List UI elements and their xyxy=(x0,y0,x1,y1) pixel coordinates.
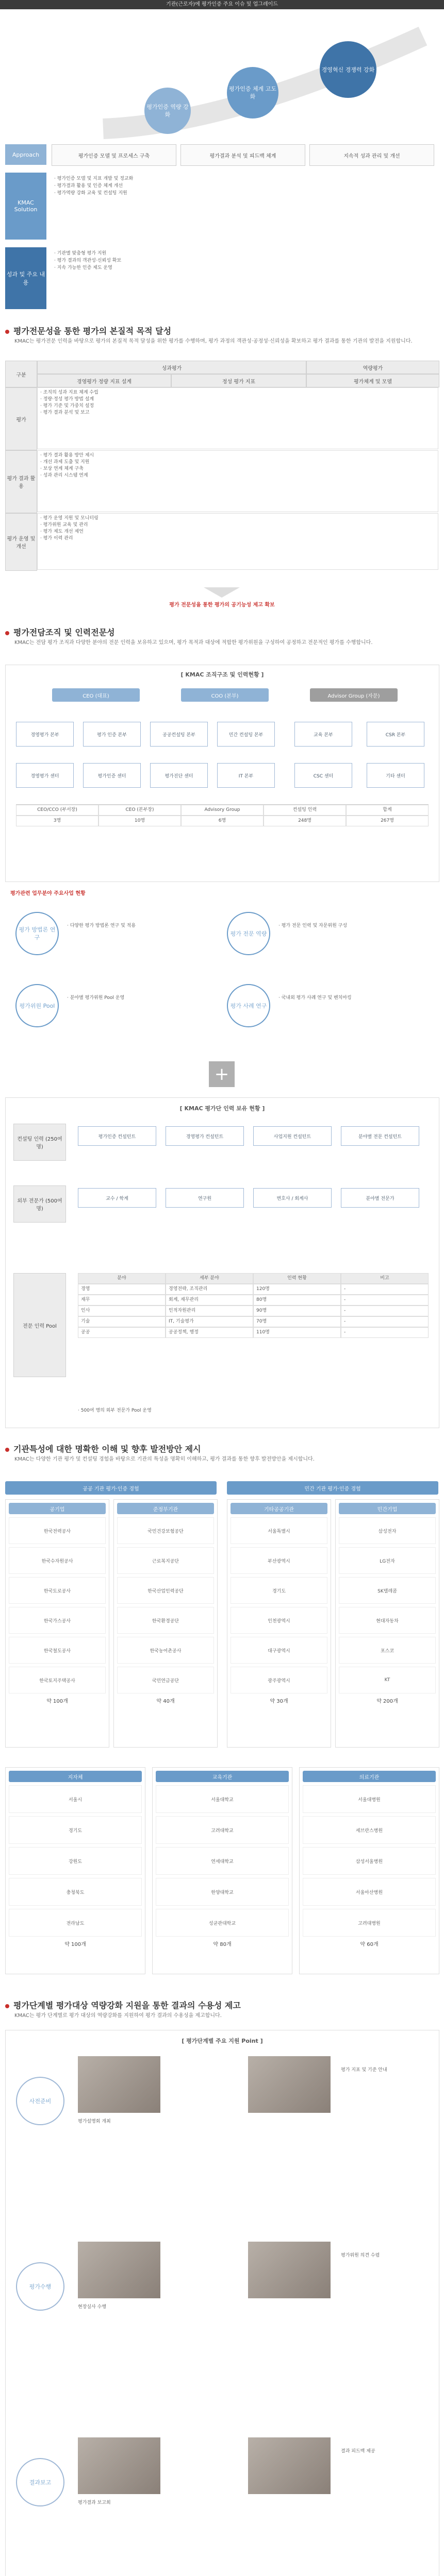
pool-cell: - xyxy=(341,1284,429,1295)
approach-item-1: 평가인증 모델 및 프로세스 구축 xyxy=(52,144,176,166)
stage-line: 결과 피드백 제공 xyxy=(341,2449,375,2454)
pool-note: · 500여 명의 외부 전문가 Pool 운영 xyxy=(78,1408,152,1413)
org-low-5: CSC 센터 xyxy=(294,763,352,788)
logo-item: 현대자동차 xyxy=(339,1607,436,1634)
stage-2-text-b xyxy=(341,2252,429,2259)
section5-title xyxy=(5,1443,201,1454)
pool-head-cell: 분야 xyxy=(78,1273,166,1284)
stat-value: 248명 xyxy=(264,816,346,826)
logo-item: 경기도 xyxy=(9,1816,142,1844)
logo-item: 한국수자원공사 xyxy=(9,1547,106,1574)
stat-label: Advisory Group xyxy=(181,805,264,816)
logo-col-3 xyxy=(227,1499,331,1748)
stat-value: 3명 xyxy=(16,816,98,826)
box1-title: 공공 기관 평가·인증 경험 xyxy=(5,1481,217,1495)
logo-item: 국민연금공단 xyxy=(117,1667,214,1693)
row2-item-3: 변호사 / 회계사 xyxy=(253,1188,332,1208)
logo-group-name: 준정부기관 xyxy=(117,1503,214,1514)
row-label-1: 평가 xyxy=(5,387,37,450)
bullet-icon xyxy=(5,1448,9,1452)
stat-value: 10명 xyxy=(98,816,181,826)
logo-item: 경기도 xyxy=(231,1577,327,1604)
logo-item: 광주광역시 xyxy=(231,1667,327,1693)
logo-item: 한국전력공사 xyxy=(9,1517,106,1544)
stage-line: 현장실사 수행 xyxy=(78,2304,107,2310)
section2-desc: KMAC는 평가전문 인력을 바탕으로 평가의 본질적 목적 달성을 위한 평가를 수행하며, 평가 과정의 객관성·공정성·신뢰성을 확보하고 평가 결과를 통한 기관의 발전을 지원합니다. xyxy=(14,338,413,344)
sub-count: 약 60개 xyxy=(360,1942,379,1947)
cell-line: · 평가 이력 관리 xyxy=(40,536,73,541)
logo-item: 삼성전자 xyxy=(339,1517,436,1544)
section6-title-text: 평가단계별 평가대상 역량강화 지원을 통한 결과의 수용성 제고 xyxy=(13,2001,241,2010)
logo-item: 세브란스병원 xyxy=(303,1816,436,1844)
down-arrow-icon xyxy=(204,587,240,598)
pool-cell: 경영 xyxy=(78,1284,166,1295)
stage-photo xyxy=(78,2242,160,2298)
stage-3: 결과보고 xyxy=(16,2458,64,2506)
logo-item: 충청북도 xyxy=(9,1878,142,1906)
org-low-4: IT 본부 xyxy=(217,763,275,788)
row1-item-4: 분야별 전문 컨설턴트 xyxy=(341,1126,419,1146)
sub-count: 약 80개 xyxy=(213,1942,232,1947)
org-low-1: 경영평가 센터 xyxy=(16,763,74,788)
expert-diagram xyxy=(5,902,438,1056)
row1-label: 컨설팅 인력 (250여명) xyxy=(13,1124,66,1161)
stat-value: 267명 xyxy=(346,816,429,826)
sub-col-3 xyxy=(299,1767,439,1974)
logo-item: 한국환경공단 xyxy=(117,1607,214,1634)
pool-cell: - xyxy=(341,1306,429,1316)
col-head-perf: 성과평가 xyxy=(37,361,306,374)
logo-item: 한국철도공사 xyxy=(9,1637,106,1664)
pool-table xyxy=(78,1273,429,1338)
pool-head-cell: 비고 xyxy=(341,1273,429,1284)
logo-item: 한양대학교 xyxy=(156,1878,289,1906)
stage-line: 평가결과 보고회 xyxy=(78,2500,111,2505)
pool-cell: - xyxy=(341,1327,429,1338)
logo-item: 고려대병원 xyxy=(303,1909,436,1937)
expert-circle-3: 평가위원 Pool xyxy=(15,984,59,1027)
bullet-icon xyxy=(5,330,9,334)
logo-group-name: 공기업 xyxy=(9,1503,106,1514)
org-top-2: COO (본부) xyxy=(181,688,269,702)
logo-count: 약 100개 xyxy=(46,1699,68,1704)
label-result: 성과 및 주요 내용 xyxy=(5,247,46,309)
logo-item: 서울아산병원 xyxy=(303,1878,436,1906)
pool-cell: 기술 xyxy=(78,1316,166,1327)
col-head-type: 구분 xyxy=(5,361,37,387)
stage-line: 평가위원 의견 수렴 xyxy=(341,2253,380,2258)
logo-item: 한국농어촌공사 xyxy=(117,1637,214,1664)
logo-item: 포스코 xyxy=(339,1637,436,1664)
logo-item: 연세대학교 xyxy=(156,1847,289,1875)
pool-head xyxy=(78,1273,429,1284)
result-line-1: · 기관별 맞춤형 평가 지원 xyxy=(54,251,107,256)
solution-line-3: · 평가역량 강화 교육 및 컨설팅 지원 xyxy=(54,191,127,196)
table-row xyxy=(78,1295,429,1306)
row2-item-4: 분야별 전문가 xyxy=(341,1188,419,1208)
logo-item: 강원도 xyxy=(9,1847,142,1875)
result-line-3: · 지속 가능한 인증 제도 운영 xyxy=(54,265,112,270)
section3-title-text: 평가전담조직 및 인력전문성 xyxy=(13,628,115,637)
pool-cell: 회계, 재무관리 xyxy=(166,1295,253,1306)
stats-row xyxy=(16,804,429,826)
expert-desc-3: · 분야별 평가위원 Pool 운영 xyxy=(67,995,125,1001)
org-low-6: 기타 센터 xyxy=(367,763,424,788)
plus-icon: + xyxy=(209,1061,235,1087)
logo-item: 인천광역시 xyxy=(231,1607,327,1634)
row2-item-2: 연구원 xyxy=(166,1188,244,1208)
expert-desc-1: · 다양한 평가 방법론 연구 및 적용 xyxy=(67,923,136,928)
bullet-icon xyxy=(5,2004,9,2008)
pool-cell: 인적자원관리 xyxy=(166,1306,253,1316)
cell-line: · 평가 결과 활용 방안 제시 xyxy=(40,453,94,458)
stage-photo xyxy=(248,2242,331,2298)
result-text xyxy=(54,250,173,272)
expert-circle-1: 평가 방법론 연구 xyxy=(15,912,59,955)
pool-cell: 90명 xyxy=(253,1306,341,1316)
row2-label: 외부 전문가 (500여명) xyxy=(13,1185,66,1223)
page-header: 기관(근로자)에 평가인증 주요 이슈 및 업그레이드 xyxy=(0,0,444,9)
logo-col-1 xyxy=(5,1499,109,1748)
row1-item-3: 사업지원 컨설턴트 xyxy=(253,1126,332,1146)
col-head-cap: 역량평가 xyxy=(306,361,439,374)
cell-line: · 정량·정성 평가 방법 설계 xyxy=(40,397,94,402)
logo-item: 전라남도 xyxy=(9,1909,142,1937)
row1-item-2: 경영평가 컨설턴트 xyxy=(166,1126,244,1146)
sub-head-3: 평가체계 및 모델 xyxy=(306,374,439,387)
stage-3-text-b xyxy=(341,2448,429,2455)
stages-box xyxy=(5,2030,439,2576)
expert-desc-4: · 국내외 평가 사례 연구 및 벤치마킹 xyxy=(278,995,352,1001)
personnel-box xyxy=(5,1097,439,1428)
table-row xyxy=(78,1327,429,1338)
section1-circles xyxy=(0,21,444,139)
org-mid-3: 공공컨설팅 본부 xyxy=(150,722,208,747)
row-2-cells xyxy=(37,450,438,512)
logo-grid-top xyxy=(5,1499,438,1757)
cell-line: · 개선 과제 도출 및 지원 xyxy=(40,460,90,465)
org-mid-4: 민간 컨설팅 본부 xyxy=(217,722,275,747)
section5-desc: KMAC는 다양한 기관 평가 및 컨설팅 경험을 바탕으로 기관의 특성을 명확히 이해하고, 평가 결과를 통한 향후 발전방안을 제시합니다. xyxy=(14,1456,315,1462)
org-mid-1: 경영평가 본부 xyxy=(16,722,74,747)
logo-item: 한국도로공사 xyxy=(9,1577,106,1604)
stage-line: 평가 지표 및 기준 안내 xyxy=(341,2067,387,2073)
cell-line: · 평가위원 교육 및 관리 xyxy=(40,522,88,528)
org-low-2: 평가인증 센터 xyxy=(83,763,141,788)
section2-title-text: 평가전문성을 통한 평가의 본질적 목적 달성 xyxy=(13,326,172,336)
logo-item: 부산광역시 xyxy=(231,1547,327,1574)
stat-value: 6명 xyxy=(181,816,264,826)
section6-desc: KMAC는 평가 단계별로 평가 대상의 역량강화를 지원하여 평가 결과의 수용성을 제고합니다. xyxy=(14,2013,222,2019)
stage-2: 평가수행 xyxy=(16,2262,64,2311)
logo-item: 서울대병원 xyxy=(303,1785,436,1813)
sub-head-1: 경영평가 정량 지표 설계 xyxy=(37,374,171,387)
stage-photo xyxy=(248,2056,331,2113)
section1-grid xyxy=(5,144,438,314)
org-mid-2: 평가 인증 본부 xyxy=(83,722,141,747)
label-approach: Approach xyxy=(5,144,46,165)
sub-group-name: 교육기관 xyxy=(156,1771,289,1782)
sub-count: 약 100개 xyxy=(64,1942,86,1947)
logo-group-name: 기타공공기관 xyxy=(231,1503,327,1514)
org-title: [ KMAC 조직구조 및 인력현황 ] xyxy=(180,671,264,678)
table-row xyxy=(78,1306,429,1316)
logo-col-4 xyxy=(335,1499,439,1748)
logo-item: 서울특별시 xyxy=(231,1517,327,1544)
stage-1-text-b xyxy=(341,2066,429,2074)
circle-2: 평가인증 체계 고도화 xyxy=(227,67,278,118)
logo-item: 한국가스공사 xyxy=(9,1607,106,1634)
personnel-title: [ KMAC 평가단 인력 보유 현황 ] xyxy=(179,1105,265,1112)
org-mid-5: 교육 본부 xyxy=(294,722,352,747)
pool-head-cell: 인력 현황 xyxy=(253,1273,341,1284)
section6-title xyxy=(5,1999,241,2011)
solution-line-2: · 평가결과 활용 및 인증 체계 개선 xyxy=(54,183,123,189)
org-top-1: CEO (대표) xyxy=(52,688,140,702)
logo-item: 삼성서울병원 xyxy=(303,1847,436,1875)
cell-line: · 보상 연계 체계 구축 xyxy=(40,466,84,471)
logo-col-2 xyxy=(113,1499,218,1748)
section2-title xyxy=(5,325,171,336)
logo-item: LG전자 xyxy=(339,1547,436,1574)
stat-label: CEO/CCO (부서장) xyxy=(16,805,98,816)
expert-title: 평가관련 업무분야 주요사업 현황 xyxy=(10,891,86,896)
logo-item: 한국토지주택공사 xyxy=(9,1667,106,1693)
pool-cell: 120명 xyxy=(253,1284,341,1295)
section2-footer: 평가 전문성을 통한 평가의 공기능성 제고 확보 xyxy=(169,602,275,608)
logo-count: 약 200개 xyxy=(376,1699,398,1704)
cell-line: · 평가 제도 개선 제언 xyxy=(40,529,84,534)
sub-group-name: 지자체 xyxy=(9,1771,142,1782)
cell-line: · 평가 기준 및 가중치 설정 xyxy=(40,403,94,409)
sub-head-2: 정성 평가 지표 xyxy=(171,374,306,387)
logo-count: 약 30개 xyxy=(270,1699,288,1704)
row2-item-1: 교수 / 학계 xyxy=(78,1188,156,1208)
logo-grid-bottom xyxy=(5,1767,438,1984)
expert-circle-4: 평가 사례 연구 xyxy=(227,984,270,1027)
logo-item: 국민건강보험공단 xyxy=(117,1517,214,1544)
org-top-3: Advisor Group (자문) xyxy=(310,688,398,702)
row3-label: 전문 인력 Pool xyxy=(13,1273,66,1377)
stat-label: 컨설팅 인력 xyxy=(264,805,346,816)
section3-title xyxy=(5,626,115,638)
stages-title: [ 평가단계별 주요 지원 Point ] xyxy=(182,2038,263,2044)
row-1-cells xyxy=(37,387,438,449)
expert-desc-2: · 평가 전문 인력 및 자문위원 구성 xyxy=(278,923,348,928)
cell-line: · 평가 결과 분석 및 보고 xyxy=(40,410,90,415)
sub-col-2 xyxy=(152,1767,292,1974)
org-chart xyxy=(5,665,439,882)
expert-circle-2: 평가 전문 역량 xyxy=(227,912,270,955)
cell-line: · 평가 운영 지원 및 모니터링 xyxy=(40,516,98,521)
sub-col-1 xyxy=(5,1767,145,1974)
logo-item: 서울대학교 xyxy=(156,1785,289,1813)
pool-cell: 공공 xyxy=(78,1327,166,1338)
row-3-cells xyxy=(37,513,438,570)
logo-item: 성균관대학교 xyxy=(156,1909,289,1937)
circle-1: 평가인증 역량 강화 xyxy=(144,88,191,134)
stage-3-text xyxy=(78,2499,171,2506)
logo-item: 대구광역시 xyxy=(231,1637,327,1664)
approach-item-2: 평가결과 분석 및 피드백 체계 xyxy=(180,144,305,166)
stat-label: CEO (본부장) xyxy=(98,805,181,816)
logo-item: SK텔레콤 xyxy=(339,1577,436,1604)
pool-cell: 경영전략, 조직관리 xyxy=(166,1284,253,1295)
table-row xyxy=(78,1284,429,1295)
pool-head-cell: 세부 분야 xyxy=(166,1273,253,1284)
logo-count: 약 40개 xyxy=(156,1699,175,1704)
logo-group-name: 민간기업 xyxy=(339,1503,436,1514)
logo-item: 서울시 xyxy=(9,1785,142,1813)
org-mid-6: CSR 본부 xyxy=(367,722,424,747)
stage-line: 평가설명회 개최 xyxy=(78,2119,111,2124)
section3-desc: KMAC는 전담 평가 조직과 다양한 분야의 전문 인력을 보유하고 있으며, 평가 목적과 대상에 적합한 평가위원을 구성하여 공정하고 전문적인 평가를 수행합니다. xyxy=(14,640,373,646)
bullet-icon xyxy=(5,631,9,635)
pool-cell: 70명 xyxy=(253,1316,341,1327)
section2-table xyxy=(5,361,438,587)
stage-photo xyxy=(78,2437,160,2494)
pool-cell: 80명 xyxy=(253,1295,341,1306)
approach-item-3: 지속적 성과 관리 및 개선 xyxy=(309,144,434,166)
pool-cell: IT, 기술평가 xyxy=(166,1316,253,1327)
stage-photo xyxy=(78,2056,160,2113)
stage-photo xyxy=(248,2437,331,2494)
row-label-3: 평가 운영 및 개선 xyxy=(5,513,37,571)
sub-group-name: 의료기관 xyxy=(303,1771,436,1782)
pool-cell: - xyxy=(341,1316,429,1327)
solution-line-1: · 평가인증 모델 및 지표 개발 및 정교화 xyxy=(54,176,134,181)
pool-cell: - xyxy=(341,1295,429,1306)
stage-1-text xyxy=(78,2118,171,2125)
solution-text xyxy=(54,175,173,197)
section5-title-text: 기관특성에 대한 명확한 이해 및 향후 발전방안 제시 xyxy=(13,1444,201,1454)
stats-values xyxy=(16,816,429,826)
logo-item: 근로복지공단 xyxy=(117,1547,214,1574)
stats-labels xyxy=(16,805,429,816)
pool-cell: 110명 xyxy=(253,1327,341,1338)
cell-line: · 조직의 성과 지표 체계 수립 xyxy=(40,390,98,395)
pool-cell: 재무 xyxy=(78,1295,166,1306)
row-label-2: 평가 결과 활용 xyxy=(5,450,37,513)
growth-arrow xyxy=(0,21,444,139)
stat-label: 합계 xyxy=(346,805,429,816)
box2-title: 민간 기관 평가·인증 경험 xyxy=(227,1481,438,1495)
logo-item: 고려대학교 xyxy=(156,1816,289,1844)
table-row xyxy=(78,1316,429,1327)
cell-line: · 성과 관리 시스템 연계 xyxy=(40,473,88,478)
org-low-3: 평가진단 센터 xyxy=(150,763,208,788)
logo-item: KT xyxy=(339,1667,436,1693)
stage-1: 사전준비 xyxy=(16,2077,64,2125)
label-solution: KMAC Solution xyxy=(5,173,46,240)
stage-2-text xyxy=(78,2303,171,2311)
pool-cell: 공공정책, 행정 xyxy=(166,1327,253,1338)
result-line-2: · 평가 결과의 객관성·신뢰성 확보 xyxy=(54,258,122,263)
logo-item: 한국산업인력공단 xyxy=(117,1577,214,1604)
circle-3: 경영혁신 경쟁력 강화 xyxy=(320,41,376,98)
row1-item-1: 평가인증 컨설턴트 xyxy=(78,1126,156,1146)
pool-cell: 인사 xyxy=(78,1306,166,1316)
